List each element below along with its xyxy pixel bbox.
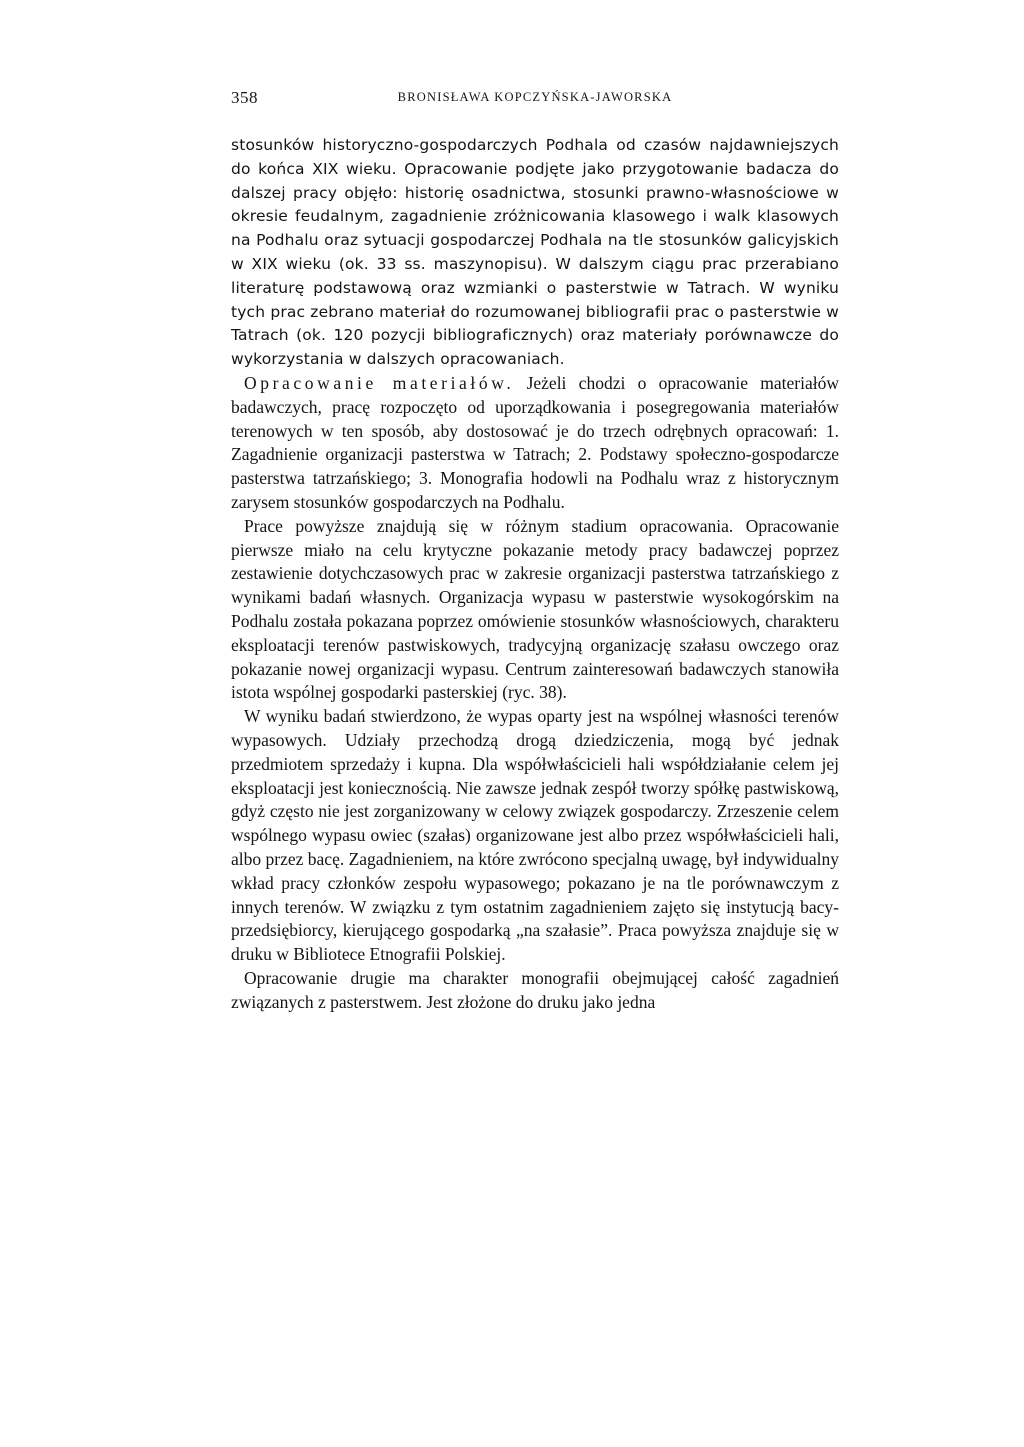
paragraph-1: stosunków historyczno-gospodarczych Podhala od czasów najdawniejszych do końca XIX wieku. Opracowanie podjęte jako przygotowanie badacza do dalszej pracy objęło: historię osadnictwa, stosunki prawno-własnościowe w okresie feudalnym, zagadnienie zróżnicowania klasowego i walk klasowych na Podhalu oraz sytuacji gospodarczej Podhala na tle stosunków galicyjskich w XIX wieku (ok. 33 ss. maszynopisu). W dalszym ciągu prac przerabiano literaturę podstawową oraz wzmianki o pasterstwie w Tatrach. W wyniku tych prac zebrano materiał do rozumowanej bibliografii prac o pasterstwie w Tatrach (ok. 120 pozycji bibliograficznych) oraz materiały porównawcze do wykorzystania w dalszych opracowaniach.: [231, 136, 839, 369]
paragraph-5: Opracowanie drugie ma charakter monografii obejmującej całość zagadnień związanych z pasterstwem. Jest złożone do druku jako jedna: [231, 967, 839, 1012]
running-head-author: BRONISŁAWA KOPCZYŃSKA-JAWORSKA: [397, 90, 673, 104]
page-number: 358: [231, 88, 258, 107]
paragraph-3: Prace powyższe znajdują się w różnym stadium opracowania. Opracowanie pierwsze miało na celu krytyczne pokazanie metody pracy badawczej poprzez zestawienie dotychczasowych prac w zakresie organizacji pasterstwa tatrzańskiego z wynikami badań własnych. Organizacja wypasu w pasterstwie wysokogórskim na Podhalu została pokazana poprzez omówienie stosunków własnościowych, charakteru eksploatacji terenów pastwiskowych, tradycyjną organizację szałasu owczego oraz pokazanie nowej organizacji wypasu. Centrum zainteresowań badawczych stanowiła istota wspólnej gospodarki pasterskiej (ryc. 38).: [231, 515, 839, 703]
paragraph-4: W wyniku badań stwierdzono, że wypas oparty jest na wspólnej własności terenów wypasowych. Udziały przechodzą drogą dziedziczenia, mogą być jednak przedmiotem sprzedaży i kupna. Dla współwłaścicieli hali współdziałanie celem jej eksploatacji jest koniecznością. Nie zawsze jednak zespół tworzy spółkę pastwiskową, gdyż często nie jest zorganizowany w celowy związek gospodarczy. Zrzeszenie celem wspólnego wypasu owiec (szałas) organizowane jest albo przez współwłaścicieli hali, albo przez bacę. Zagadnieniem, na które zwrócono specjalną uwagę, był indywidualny wkład pracy członków zespołu wypasowego; pokazano je na tle porównawczym z innych terenów. W związku z tym ostatnim zagadnieniem zajęto się instytucją bacy-przedsiębiorcy, kierującego gospodarką „na szałasie”. Praca powyższa znajduje się w druku w Bibliotece Etnografii Polskiej.: [231, 706, 839, 965]
paragraph-2: [231, 372, 839, 515]
running-head: [231, 88, 839, 112]
body-text: [231, 134, 839, 1014]
paragraph-2-text: Jeżeli chodzi o opracowanie materiałów badawczych, pracę rozpoczęto od uporządkowania i posegregowania materiałów terenowych w ten sposób, aby dostosować je do trzech odrębnych opracowań: 1. Zagadnienie organizacji pasterstwa w Tatrach; 2. Podstawy społeczno-gospodarcze pasterstwa tatrzańskiego; 3. Monografia hodowli na Podhalu wraz z historycznym zarysem stosunków gospodarczych na Podhalu.: [231, 372, 839, 512]
section-heading-opracowanie-materialow: Opracowanie materiałów.: [244, 372, 515, 393]
